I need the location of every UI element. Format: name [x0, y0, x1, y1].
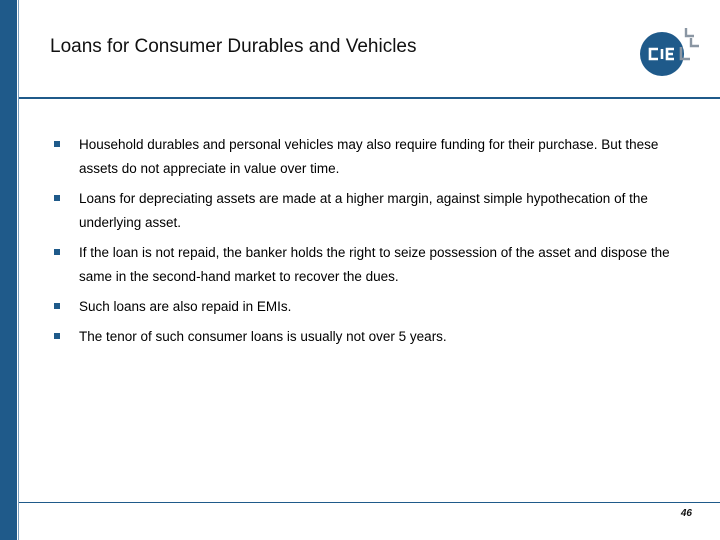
footer-divider [19, 502, 720, 503]
page-number: 46 [680, 508, 692, 519]
header-divider [19, 97, 720, 99]
left-accent-line [18, 0, 19, 540]
square-bullet-icon [54, 249, 60, 255]
bullet-item [50, 325, 690, 349]
bullet-text: The tenor of such consumer loans is usually not over 5 years. [79, 329, 447, 344]
bullet-item [50, 241, 690, 289]
square-bullet-icon [54, 141, 60, 147]
bullet-text: Household durables and personal vehicles may also require funding for their purchase. But these assets do not appreciate in value over time. [79, 137, 659, 176]
logo-bracket-mid [691, 38, 699, 46]
slide-title: Loans for Consumer Durables and Vehicles [50, 36, 417, 57]
bullet-item [50, 133, 690, 181]
square-bullet-icon [54, 303, 60, 309]
bullet-item [50, 295, 690, 319]
left-accent-bar [0, 0, 17, 540]
bullet-list [50, 133, 690, 355]
square-bullet-icon [54, 333, 60, 339]
square-bullet-icon [54, 195, 60, 201]
bullet-text: If the loan is not repaid, the banker holds the right to seize possession of the asset and dispose the same in the second-hand market to recover the dues. [79, 245, 670, 284]
logo-bracket-top [686, 28, 694, 36]
ciel-logo [634, 22, 700, 78]
bullet-item [50, 187, 690, 235]
bullet-text: Loans for depreciating assets are made at a higher margin, against simple hypothecation of the underlying asset. [79, 191, 648, 230]
bullet-text: Such loans are also repaid in EMIs. [79, 299, 292, 314]
